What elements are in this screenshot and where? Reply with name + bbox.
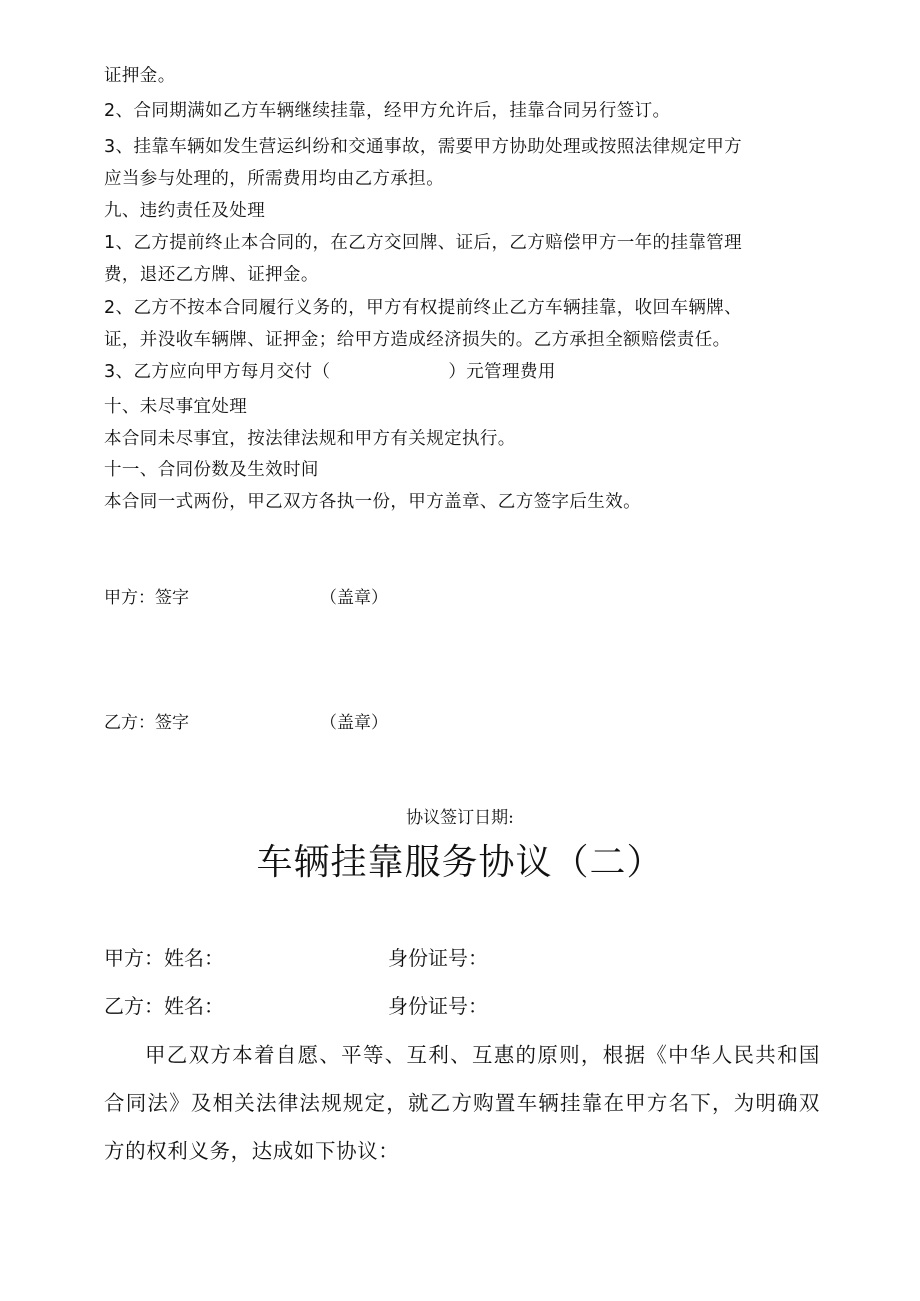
section-11-body (104, 490, 641, 514)
item-text-cont: 费，退还乙方牌、证押金。 (104, 265, 319, 285)
signature-label: 乙方：签字 (104, 713, 189, 733)
section-10-heading (104, 395, 247, 419)
id-label: 身份证号： (388, 946, 488, 970)
title-text: 车辆挂靠服务协议（二） (256, 842, 664, 883)
section-8-item-2 (104, 99, 670, 123)
agreement-2-title (0, 838, 920, 888)
section-9-item-1-cont (104, 263, 319, 287)
item-text: 、挂靠车辆如发生营运纠纷和交通事故，需要甲方协助处理或按照法律规定甲方 (115, 137, 743, 157)
item-number: 3 (104, 137, 116, 157)
agreement-2-party-b (104, 992, 488, 1020)
section-9-item-3 (104, 360, 556, 384)
item-number: 2 (104, 298, 116, 318)
item-number: 3 (104, 362, 116, 382)
sign-date-label: 协议签订日期: (406, 808, 514, 828)
party-b-signature (104, 711, 388, 735)
seal-label: （盖章） (320, 588, 388, 608)
item-text: 、乙方应向甲方每月交付（ (115, 362, 331, 382)
section-9-item-1 (104, 231, 742, 255)
body-text: 本合同一式两份，甲乙双方各执一份，甲方盖章、乙方签字后生效。 (104, 492, 641, 512)
item-text: 、乙方不按本合同履行义务的，甲方有权提前终止乙方车辆挂靠，收回车辆牌、 (115, 298, 743, 318)
item-text: 、乙方提前终止本合同的，在乙方交回牌、证后，乙方赔偿甲方一年的挂靠管理 (115, 233, 743, 253)
section-9-item-2-cont (104, 328, 731, 352)
item-text: 、合同期满如乙方车辆继续挂靠，经甲方允许后，挂靠合同另行签订。 (115, 101, 671, 121)
item-number: 2 (104, 101, 116, 121)
heading-text: 九、违约责任及处理 (104, 201, 266, 221)
name-label: 乙方：姓名： (104, 994, 224, 1018)
signature-label: 甲方：签字 (104, 588, 189, 608)
id-label: 身份证号： (388, 994, 488, 1018)
item-text: ）元管理费用 (448, 362, 556, 382)
section-9-heading (104, 199, 265, 223)
section-8-item-3 (104, 135, 742, 159)
name-label: 甲方：姓名： (104, 946, 224, 970)
heading-text: 十一、合同份数及生效时间 (104, 460, 319, 480)
heading-text: 十、未尽事宜处理 (104, 397, 248, 417)
seal-label: （盖章） (320, 713, 388, 733)
sign-date (0, 806, 920, 830)
section-9-item-2 (104, 296, 742, 320)
body-text: 本合同未尽事宜，按法律法规和甲方有关规定执行。 (104, 429, 516, 449)
item-number: 1 (104, 233, 116, 253)
agreement-2-party-a (104, 944, 488, 972)
section-8-continuation (104, 64, 176, 88)
party-a-signature (104, 586, 388, 610)
agreement-2-preamble: 甲乙双方本着自愿、平等、互利、互惠的原则，根据《中华人民共和国合同法》及相关法律法规规定，就乙方购置车辆挂靠在甲方名下，为明确双方的权利义务，达成如下协议： (104, 1043, 820, 1163)
section-10-body (104, 427, 516, 451)
section-8-item-3-cont (104, 167, 444, 191)
item-text-cont: 应当参与处理的，所需费用均由乙方承担。 (104, 169, 445, 189)
continuation-text: 证押金。 (104, 66, 176, 86)
section-11-heading (104, 458, 319, 482)
item-text-cont: 证，并没收车辆牌、证押金；给甲方造成经济损失的。乙方承担全额赔偿责任。 (104, 330, 731, 350)
